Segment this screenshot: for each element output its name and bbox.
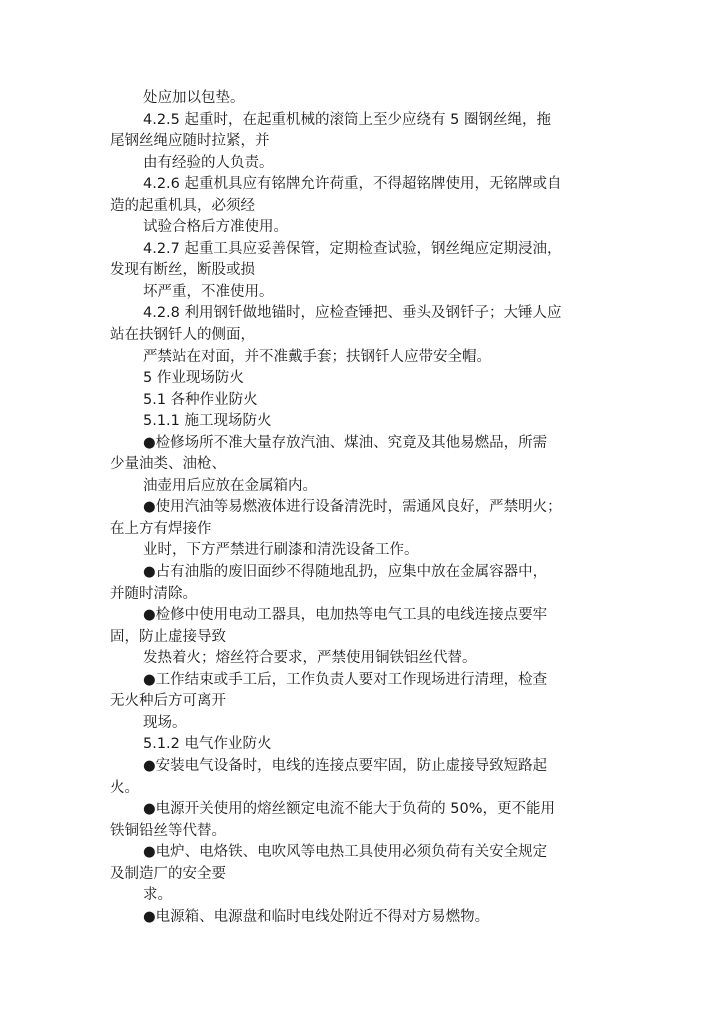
text-line: ●检修场所不准大量存放汽油、煤油、究竟及其他易燃品，所需 (143, 434, 548, 451)
text-line: ●占有油脂的废旧面纱不得随地乱扔，应集中放在金属容器中， (143, 564, 548, 581)
text-line: 油壶用后应放在金属箱内。 (143, 477, 317, 494)
text-line: 发热着火；熔丝符合要求，严禁使用铜铁铝丝代替。 (143, 650, 477, 667)
text-line: 现场。 (143, 714, 187, 731)
text-line: 4.2.6 起重机具应有铭牌允许荷重，不得超铭牌使用，无铭牌或自 (143, 176, 562, 193)
text-line: 5.1.1 施工现场防火 (143, 413, 272, 430)
text-line: 造的起重机具，必须经 (110, 197, 255, 214)
text-line: 4.2.5 起重时，在起重机械的滚筒上至少应绕有 5 圈钢丝绳，拖 (143, 111, 551, 128)
text-line: ●电源开关使用的熔丝额定电流不能大于负荷的 50%，更不能用 (143, 801, 555, 818)
text-line: ●电炉、电烙铁、电吹风等电热工具使用必须负荷有关安全规定 (143, 844, 548, 861)
document-body (110, 88, 630, 928)
text-line: 发现有断丝，断股或损 (110, 262, 255, 279)
text-line: 5.1.2 电气作业防火 (143, 736, 272, 753)
text-line: ●工作结束或手工后，工作负责人要对工作现场进行清理，检查 (143, 671, 548, 688)
text-line: 5 作业现场防火 (143, 370, 244, 387)
text-line: 试验合格后方准使用。 (143, 219, 288, 236)
text-line: 火。 (110, 779, 139, 796)
text-line: 4.2.7 起重工具应妥善保管，定期检查试验，钢丝绳应定期浸油， (143, 240, 562, 257)
text-line: 及制造厂的安全要 (110, 865, 226, 882)
text-line: ●安装电气设备时，电线的连接点要牢固，防止虚接导致短路起 (143, 757, 548, 774)
text-line: ●检修中使用电动工器具，电加热等电气工具的电线连接点要牢 (143, 607, 548, 624)
text-line: 由有经验的人负责。 (143, 154, 274, 171)
text-line: 5.1 各种作业防火 (143, 391, 258, 408)
text-line: 无火种后方可离开 (110, 693, 226, 710)
text-line: 坏严重，不准使用。 (143, 283, 274, 300)
text-line: 并随时清除。 (110, 585, 197, 602)
text-line: 严禁站在对面，并不准戴手套；扶钢钎人应带安全帽。 (143, 348, 491, 365)
text-line: 少量油类、油枪、 (110, 456, 226, 473)
text-line: 处应加以包垫。 (143, 90, 245, 106)
text-line: 在上方有焊接作 (110, 520, 212, 537)
text-line: 业时，下方严禁进行刷漆和清洗设备工作。 (143, 542, 419, 559)
text-line: ●电源箱、电源盘和临时电线处附近不得对方易燃物。 (143, 908, 490, 925)
text-line: 铁铜铅丝等代替。 (110, 822, 226, 839)
text-line: 4.2.8 利用钢钎做地锚时，应检查锤把、垂头及钢钎子；大锤人应 (143, 305, 562, 322)
text-line: 尾钢丝绳应随时拉紧，并 (110, 133, 270, 150)
text-line: 求。 (143, 887, 172, 904)
text-line: ●使用汽油等易燃液体进行设备清洗时，需通风良好，严禁明火； (143, 499, 562, 516)
text-line: 站在扶钢钎人的侧面， (110, 327, 255, 344)
text-line: 固，防止虚接导致 (110, 628, 226, 645)
